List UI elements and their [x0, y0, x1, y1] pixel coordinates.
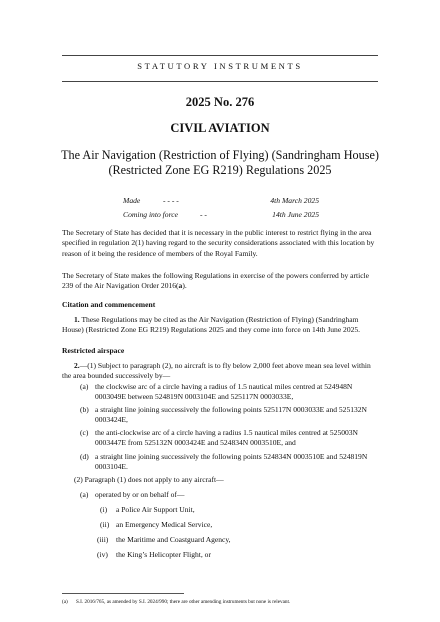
- list-item-label: (c): [80, 428, 89, 437]
- paragraph-2-intro: (2) Paragraph (1) does not apply to any aircraft—: [74, 475, 224, 484]
- preamble-paragraph-1: The Secretary of State has decided that it is necessary in the public interest to restrict flying in the area specified in regulation 2(1) having regard to the security considerations associated with this location by reason of it being the residence of members of the Royal Family.: [62, 228, 375, 258]
- made-label: Made: [123, 196, 141, 205]
- commencement-value: 14th June 2025: [272, 210, 319, 219]
- list-item-text: operated by or on behalf of—: [95, 490, 185, 499]
- section-1-text: [62, 315, 380, 336]
- made-leader: - - - -: [163, 196, 179, 205]
- list-item-text: a straight line joining successively the following points 524834N 0003510E and 524819N 0003104E.: [95, 452, 368, 472]
- list-item-text: the anti-clockwise arc of a circle having a radius 1.5 nautical miles centred at 525003N 0003447E from 525132N 0003424E and 524834N 0003510E, and: [95, 428, 358, 448]
- preamble-paragraph-2: The Secretary of State makes the following Regulations in exercise of the powers conferred by article 239 of the Air Navigation Order 2016(a).: [62, 271, 370, 291]
- sub-list-item-label: (ii): [100, 520, 110, 529]
- section-2-number: 2.: [74, 361, 80, 370]
- section-2-body: —(1) Subject to paragraph (2), no aircraft is to fly below 2,000 feet above mean sea level within the area bounded successively by—: [62, 361, 371, 381]
- footnote-reference: a: [178, 281, 183, 291]
- bottom-rule: [62, 81, 378, 82]
- made-value: 4th March 2025: [270, 196, 319, 205]
- sub-list-item-text: the King’s Helicopter Flight, or: [116, 550, 211, 559]
- footnote-rule: [62, 593, 184, 594]
- sub-list-item-text: the Maritime and Coastguard Agency,: [116, 535, 231, 544]
- list-item-text: the clockwise arc of a circle having a radius of 1.5 nautical miles centred at 524948N 0003049E between 524819N 0003104E and 525117N 0003033E,: [95, 382, 353, 402]
- sub-list-item-text: a Police Air Support Unit,: [116, 505, 195, 514]
- footnote-text: S.I. 2016/765, as amended by S.I. 2024/990; there are other amending instruments but none is relevant.: [76, 599, 291, 605]
- list-item-label: (b): [80, 405, 89, 414]
- instrument-number: 2025 No. 276: [185, 95, 255, 109]
- list-item-text: a straight line joining successively the following points 525117N 0003033E and 525132N 0003424E,: [95, 405, 368, 425]
- list-item-label: (a): [80, 490, 89, 499]
- footnote-label: (a): [62, 599, 68, 605]
- sub-list-item-label: (i): [100, 505, 108, 514]
- instrument-title: The Air Navigation (Restriction of Flying) (Sandringham House) (Restricted Zone EG R219) Regulations 2025: [61, 148, 379, 177]
- subject-heading: CIVIL AVIATION: [170, 121, 270, 135]
- sub-list-item-text: an Emergency Medical Service,: [116, 520, 213, 529]
- top-rule: [62, 55, 378, 56]
- commencement-label: Coming into force: [123, 210, 178, 219]
- list-item-label: (d): [80, 452, 89, 461]
- commencement-leader: - -: [200, 210, 207, 219]
- section-1-heading: Citation and commencement: [62, 300, 156, 309]
- sub-list-item-label: (iii): [97, 535, 109, 544]
- list-item-label: (a): [80, 382, 89, 391]
- section-2-heading: Restricted airspace: [62, 346, 125, 355]
- section-1-number: 1.: [74, 315, 80, 324]
- section-1-body: These Regulations may be cited as the Air Navigation (Restriction of Flying) (Sandringham House) (Restricted Zone EG R219) Regulations 2025 and they come into force on 14th June 2025.: [62, 315, 361, 335]
- series-heading: STATUTORY INSTRUMENTS: [137, 61, 303, 71]
- sub-list-item-label: (iv): [97, 550, 108, 559]
- section-2-text: [62, 361, 380, 382]
